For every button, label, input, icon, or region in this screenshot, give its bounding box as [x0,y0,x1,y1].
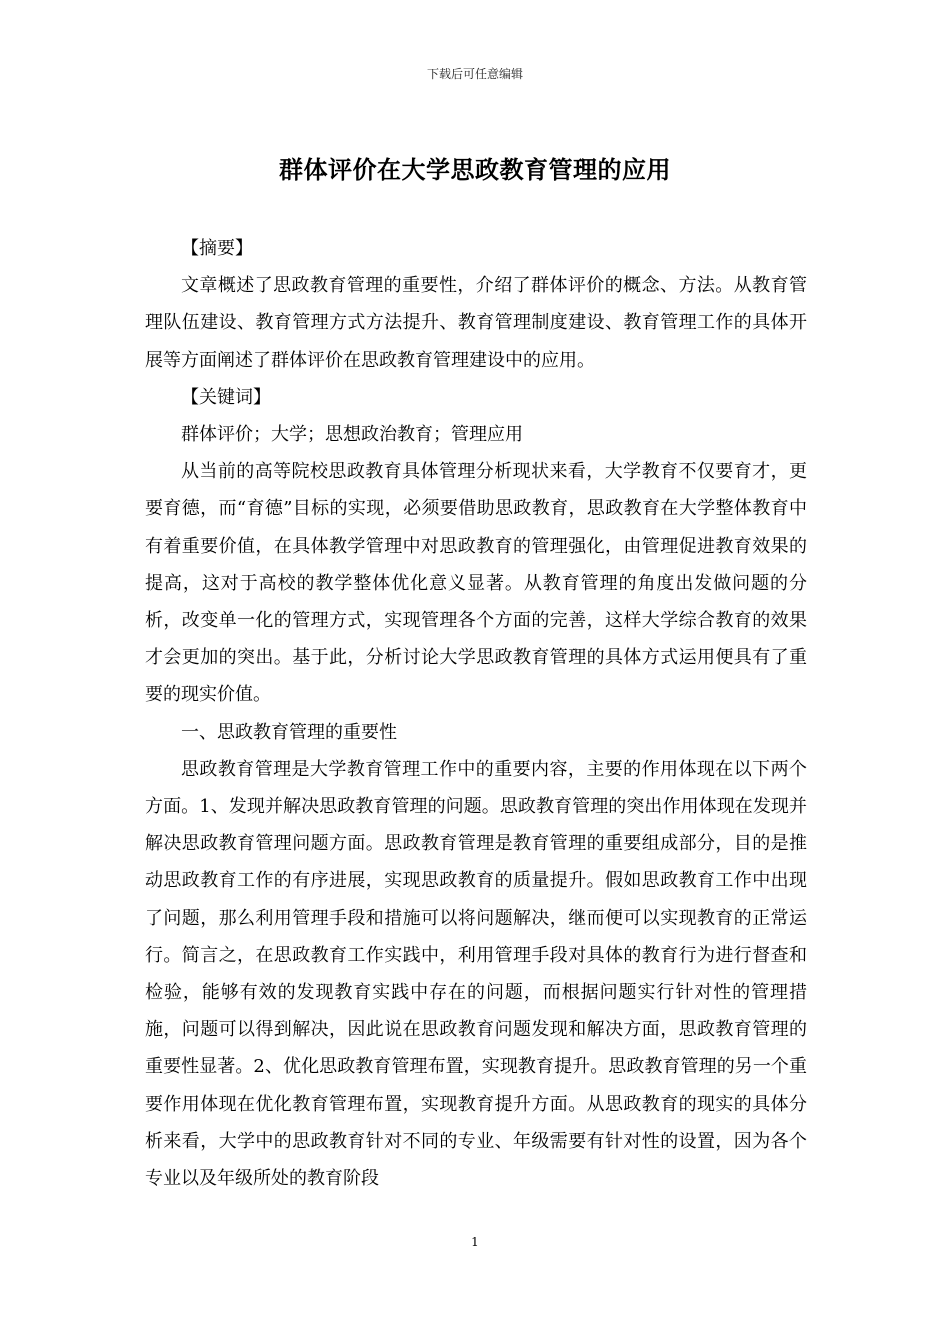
page-header-note: 下载后可任意编辑 [426,67,523,81]
page-number: 1 [471,1235,479,1249]
intro-paragraph: 从当前的高等院校思政教育具体管理分析现状来看，大学教育不仅要育才，更要育德，而“育德”目标的实现，必须要借助思政教育，思政教育在大学整体教育中有着重要价值，在具体教学管理中对思政教育的管理强化，由管理促进教育效果的提高，这对于高校的教学整体优化意义显著。从教育管理的角度出发做问题的分析，改变单一化的管理方式，实现管理各个方面的完善，这样大学综合教育的效果才会更加的突出。基于此，分析讨论大学思政教育管理的具体方式运用便具有了重要的现实价值。 [145,461,807,706]
section-heading-1: 一、思政教育管理的重要性 [181,721,397,743]
abstract-text: 文章概述了思政教育管理的重要性，介绍了群体评价的概念、方法。从教育管理队伍建设、教育管理方式方法提升、教育管理制度建设、教育管理工作的具体开展等方面阐述了群体评价在思政教育管理建设中的应用。 [145,275,807,371]
keywords-heading: 【关键词】 [181,386,271,408]
abstract-heading: 【摘要】 [181,238,253,259]
document-title: 群体评价在大学思政教育管理的应用 [279,155,671,184]
document-body [145,230,807,1197]
section-1-paragraph: 思政教育管理是大学教育管理工作中的重要内容，主要的作用体现在以下两个方面。1、发现并解决思政教育管理的问题。思政教育管理的突出作用体现在发现并解决思政教育管理问题方面。思政教育管理是教育管理的重要组成部分，目的是推动思政教育工作的有序进展，实现思政教育的质量提升。假如思政教育工作中出现了问题，那么利用管理手段和措施可以将问题解决，继而便可以实现教育的正常运行。简言之，在思政教育工作实践中，利用管理手段对具体的教育行为进行督查和检验，能够有效的发现教育实践中存在的问题，而根据问题实行针对性的管理措施，问题可以得到解决，因此说在思政教育问题发现和解决方面，思政教育管理的重要性显著。2、优化思政教育管理布置，实现教育提升。思政教育管理的另一个重要作用体现在优化教育管理布置，实现教育提升方面。从思政教育的现实的具体分析来看，大学中的思政教育针对不同的专业、年级需要有针对性的设置，因为各个专业以及年级所处的教育阶段 [145,758,807,1190]
keywords-text: 群体评价；大学；思想政治教育；管理应用 [181,424,523,446]
